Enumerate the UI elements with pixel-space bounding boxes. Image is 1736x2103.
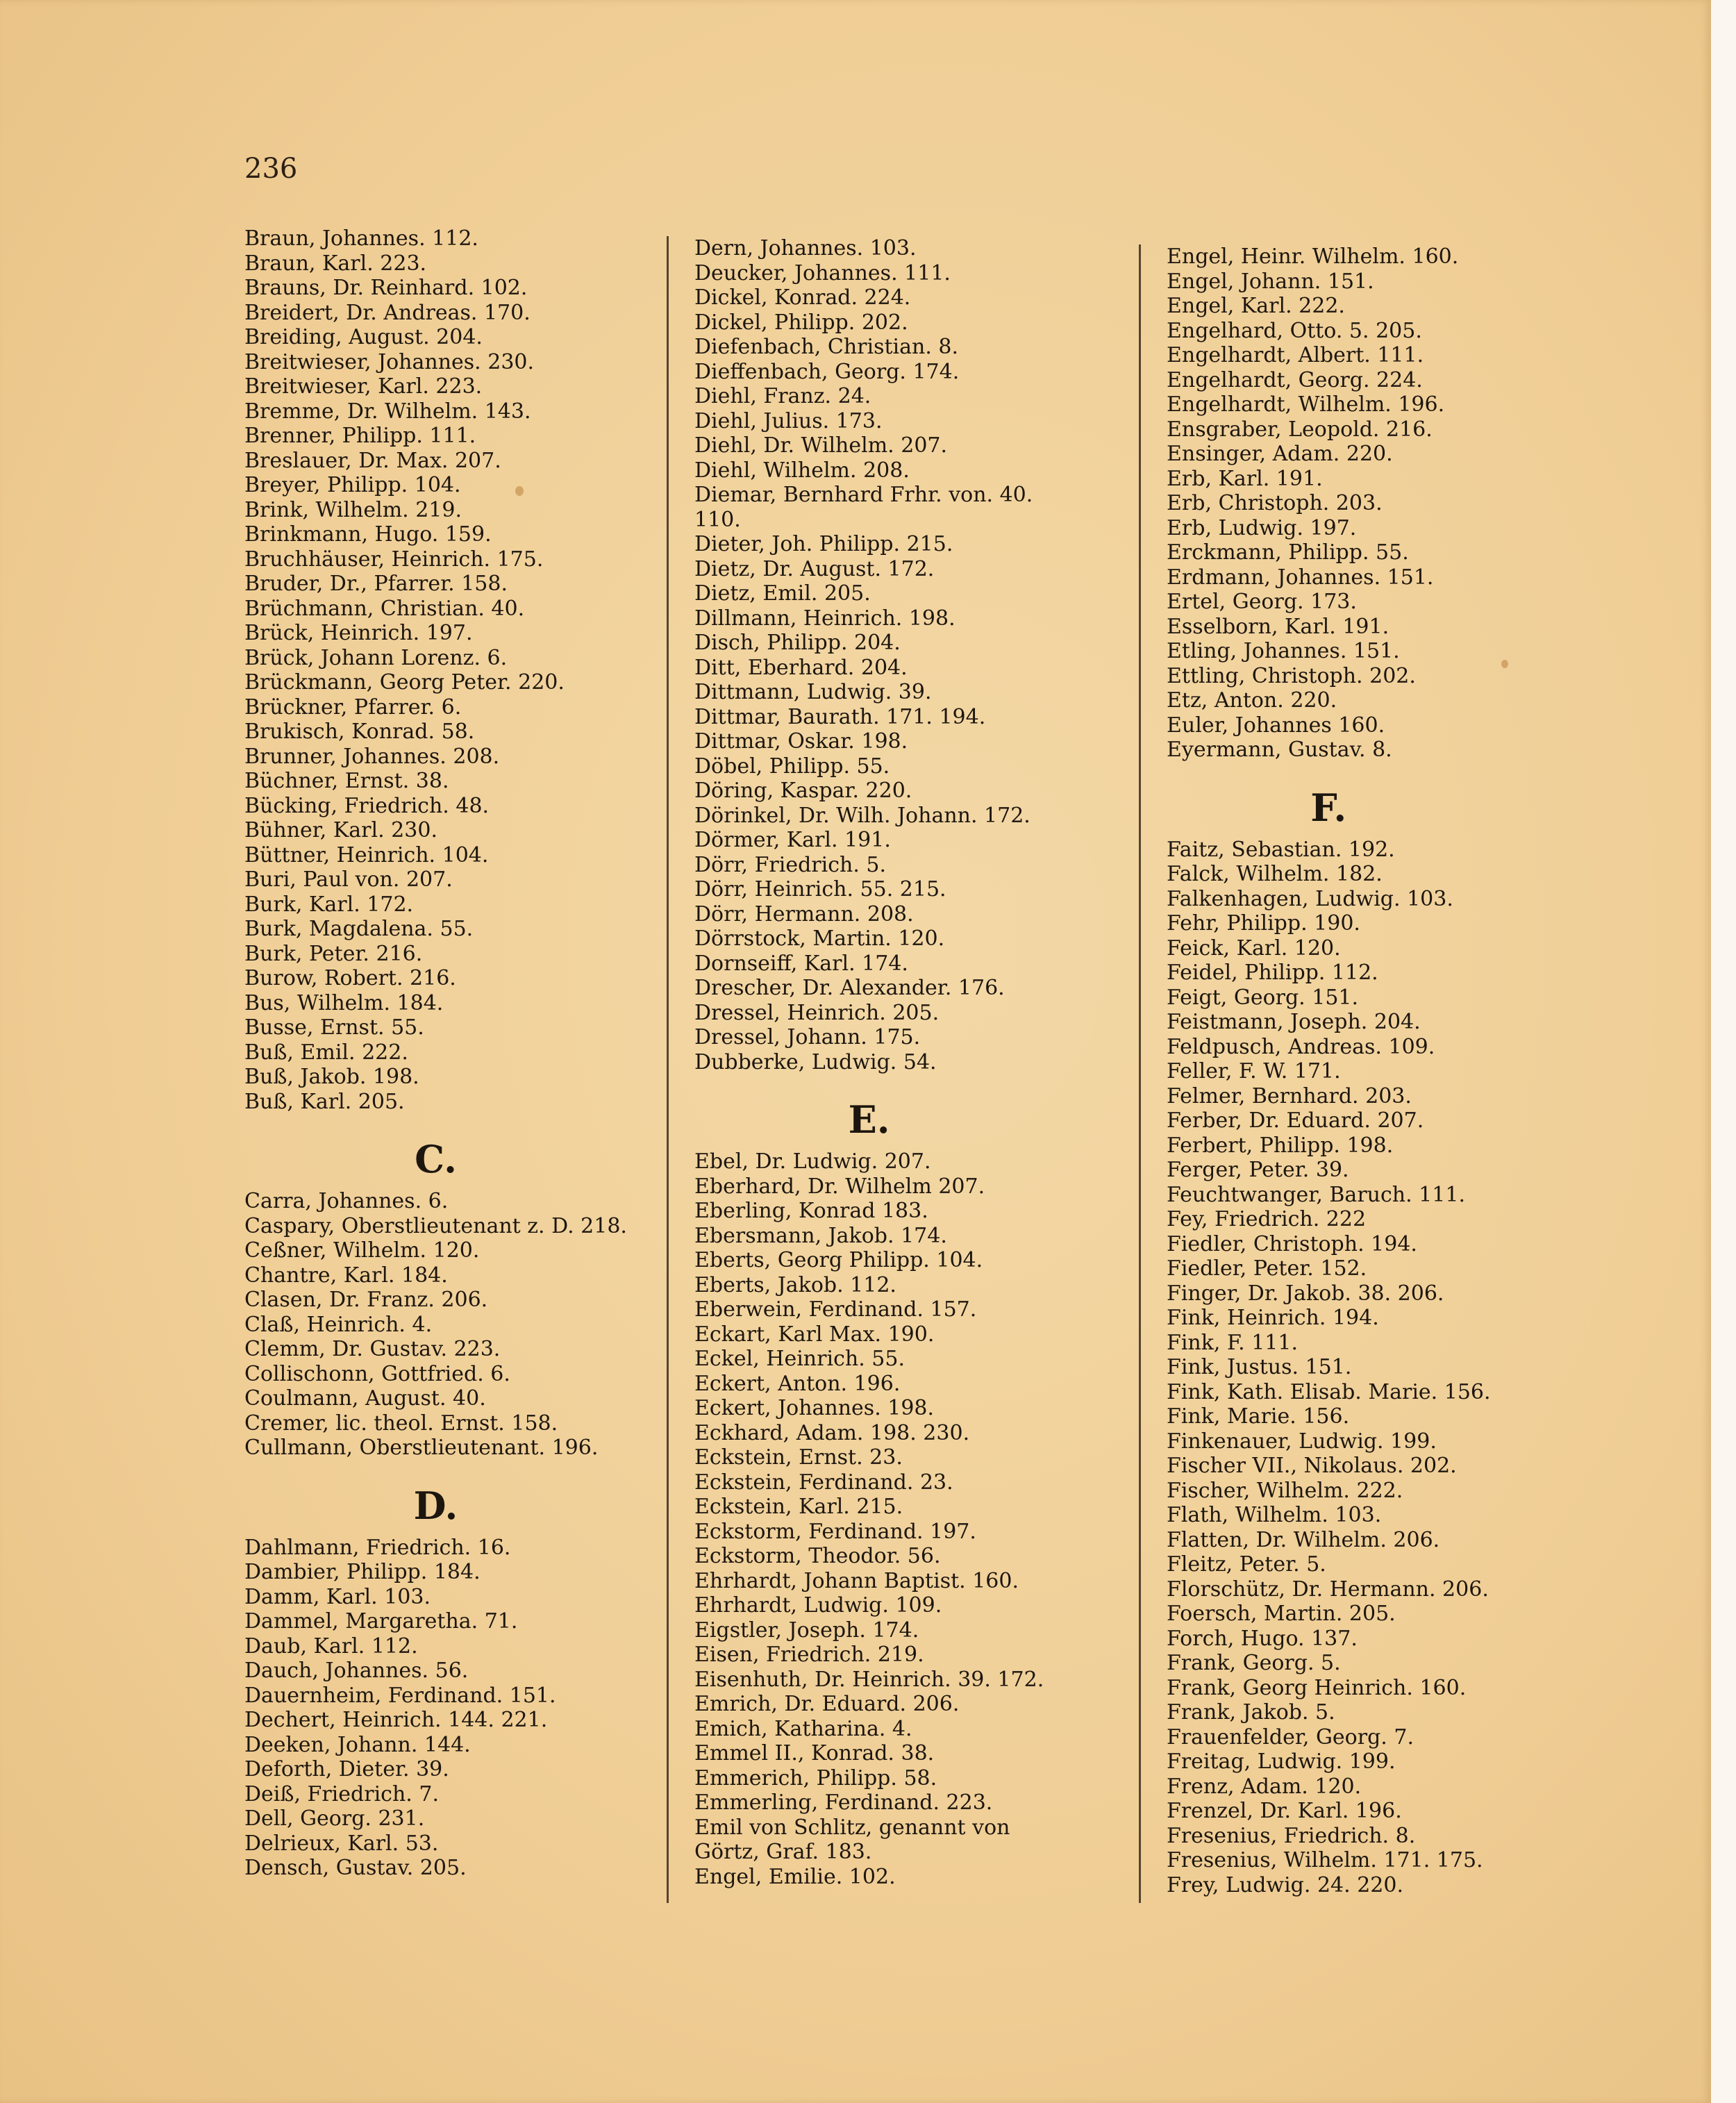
index-entry: Eckstein, Ferdinand. 23. (694, 1470, 953, 1495)
index-entry: Dressel, Heinrich. 205. (694, 1000, 940, 1025)
index-entry: Dornseiff, Karl. 174. (694, 951, 908, 976)
index-entry: Buß, Emil. 222. (244, 1040, 408, 1065)
index-entry: Feller, F. W. 171. (1167, 1059, 1341, 1083)
index-entry: Bremme, Dr. Wilhelm. 143. (244, 399, 531, 424)
index-entry: Buß, Karl. 205. (244, 1089, 405, 1114)
index-entry: Bücking, Friedrich. 48. (244, 793, 490, 818)
index-entry: Frank, Georg. 5. (1167, 1651, 1341, 1675)
index-entry: Feick, Karl. 120. (1167, 936, 1341, 961)
index-entry: Breslauer, Dr. Max. 207. (244, 448, 501, 473)
index-entry: Braun, Johannes. 112. (244, 226, 478, 251)
index-entry: Emil von Schlitz, genannt von (694, 1815, 1010, 1840)
index-entry: Diemar, Bernhard Frhr. von. 40. (694, 483, 1033, 507)
index-entry: Brückner, Pfarrer. 6. (244, 695, 462, 720)
index-entry: Eisenhuth, Dr. Heinrich. 39. 172. (694, 1667, 1044, 1692)
index-entry: Erb, Karl. 191. (1167, 466, 1323, 491)
index-entry: Görtz, Graf. 183. (694, 1840, 872, 1864)
index-entry: Damm, Karl. 103. (244, 1584, 431, 1609)
index-entry: Brück, Heinrich. 197. (244, 621, 473, 645)
index-entry: Bühner, Karl. 230. (244, 818, 437, 842)
index-entry: Fiedler, Peter. 152. (1167, 1256, 1367, 1281)
index-entry: Ditt, Eberhard. 204. (694, 655, 908, 680)
index-entry: Ehrhardt, Ludwig. 109. (694, 1593, 942, 1618)
index-entry: Breitwieser, Karl. 223. (244, 374, 483, 399)
section-heading: C. (415, 1137, 457, 1181)
index-entry: Dickel, Philipp. 202. (694, 310, 908, 335)
index-entry: Ferbert, Philipp. 198. (1167, 1133, 1394, 1158)
index-entry: Fresenius, Friedrich. 8. (1167, 1823, 1416, 1848)
index-entry: Clemm, Dr. Gustav. 223. (244, 1337, 501, 1361)
index-entry: Ensinger, Adam. 220. (1167, 442, 1393, 466)
index-entry: Dörmer, Karl. 191. (694, 828, 891, 852)
index-entry: Dauch, Johannes. 56. (244, 1659, 469, 1683)
index-entry: Feldpusch, Andreas. 109. (1167, 1034, 1435, 1059)
index-entry: Deeken, Johann. 144. (244, 1732, 471, 1757)
index-entry: Emmerich, Philipp. 58. (694, 1765, 937, 1790)
index-entry: Dillmann, Heinrich. 198. (694, 606, 955, 631)
index-entry: Eckstein, Karl. 215. (694, 1495, 903, 1519)
index-entry: Fink, F. 111. (1167, 1330, 1298, 1355)
index-entry: Erckmann, Philipp. 55. (1167, 540, 1409, 565)
index-entry: Brink, Wilhelm. 219. (244, 497, 462, 522)
index-entry: Buß, Jakob. 198. (244, 1065, 419, 1089)
index-entry: Freitag, Ludwig. 199. (1167, 1749, 1396, 1774)
index-entry: Burk, Karl. 172. (244, 892, 414, 917)
index-entry: Dittmann, Ludwig. 39. (694, 680, 932, 704)
index-entry: Emmel II., Konrad. 38. (694, 1741, 935, 1765)
index-entry: Braun, Karl. 223. (244, 251, 427, 276)
index-entry: Fischer, Wilhelm. 222. (1167, 1478, 1403, 1503)
index-entry: Fleitz, Peter. 5. (1167, 1552, 1326, 1577)
index-entry: Carra, Johannes. 6. (244, 1189, 449, 1213)
index-entry: Etz, Anton. 220. (1167, 688, 1337, 713)
index-entry: Frenz, Adam. 120. (1167, 1774, 1362, 1799)
index-entry: Dambier, Philipp. 184. (244, 1560, 481, 1584)
index-entry: Ferger, Peter. 39. (1167, 1158, 1349, 1182)
index-entry: Cullmann, Oberstlieutenant. 196. (244, 1436, 599, 1460)
index-entry: Dickel, Konrad. 224. (694, 285, 911, 310)
index-entry: Dörr, Hermann. 208. (694, 901, 914, 926)
index-entry: Döbel, Philipp. 55. (694, 754, 890, 779)
index-entry: Breidert, Dr. Andreas. 170. (244, 300, 531, 325)
index-entry: Faitz, Sebastian. 192. (1167, 837, 1395, 862)
section-heading: D. (413, 1483, 458, 1528)
index-entry: Dittmar, Baurath. 171. 194. (694, 704, 986, 729)
index-entry: Dechert, Heinrich. 144. 221. (244, 1708, 548, 1732)
index-entry: 110. (694, 507, 741, 532)
index-entry: Engelhardt, Albert. 111. (1167, 343, 1424, 367)
index-entry: Döring, Kaspar. 220. (694, 779, 912, 803)
index-entry: Dietz, Emil. 205. (694, 581, 871, 606)
index-entry: Frauenfelder, Georg. 7. (1167, 1724, 1414, 1749)
index-entry: Felmer, Bernhard. 203. (1167, 1083, 1412, 1108)
index-entry: Frenzel, Dr. Karl. 196. (1167, 1799, 1402, 1823)
index-entry: Buri, Paul von. 207. (244, 867, 453, 892)
index-entry: Fink, Heinrich. 194. (1167, 1306, 1379, 1330)
index-entry: Diehl, Wilhelm. 208. (694, 458, 910, 483)
index-entry: Diefenbach, Christian. 8. (694, 335, 959, 359)
index-entry: Claß, Heinrich. 4. (244, 1312, 433, 1337)
index-entry: Büchner, Ernst. 38. (244, 769, 449, 793)
index-entry: Dubberke, Ludwig. 54. (694, 1049, 937, 1074)
index-entry: Büttner, Heinrich. 104. (244, 842, 489, 867)
index-entry: Collischonn, Gottfried. 6. (244, 1361, 510, 1386)
index-entry: Fehr, Philipp. 190. (1167, 911, 1360, 936)
index-entry: Euler, Johannes 160. (1167, 713, 1385, 738)
index-entry: Feigt, Georg. 151. (1167, 985, 1359, 1010)
index-entry: Bruder, Dr., Pfarrer. 158. (244, 572, 508, 596)
index-entry: Diehl, Franz. 24. (694, 384, 871, 408)
index-entry: Bruchhäuser, Heinrich. 175. (244, 547, 544, 572)
index-entry: Deiß, Friedrich. 7. (244, 1781, 439, 1806)
index-entry: Dammel, Margaretha. 71. (244, 1609, 518, 1634)
index-entry: Densch, Gustav. 205. (244, 1856, 467, 1880)
index-entry: Chantre, Karl. 184. (244, 1263, 448, 1288)
index-entry: Eyermann, Gustav. 8. (1167, 738, 1392, 762)
index-entry: Breiding, August. 204. (244, 325, 483, 349)
index-entry: Ebel, Dr. Ludwig. 207. (694, 1149, 931, 1174)
index-entry: Forch, Hugo. 137. (1167, 1626, 1358, 1651)
index-entry: Eberwein, Ferdinand. 157. (694, 1297, 977, 1322)
index-entry: Erb, Ludwig. 197. (1167, 515, 1357, 540)
index-entry: Cremer, lic. theol. Ernst. 158. (244, 1411, 558, 1436)
index-entry: Brunner, Johannes. 208. (244, 744, 500, 769)
index-entry: Engel, Emilie. 102. (694, 1864, 896, 1889)
index-entry: Ferber, Dr. Eduard. 207. (1167, 1108, 1424, 1133)
index-entry: Eberts, Georg Philipp. 104. (694, 1248, 983, 1272)
index-entry: Ceßner, Wilhelm. 120. (244, 1238, 480, 1263)
index-entry: Foersch, Martin. 205. (1167, 1602, 1396, 1626)
index-entry: Engel, Johann. 151. (1167, 269, 1374, 294)
index-entry: Fey, Friedrich. 222 (1167, 1207, 1367, 1231)
column-divider (667, 236, 669, 1903)
index-entry: Dörr, Friedrich. 5. (694, 852, 887, 877)
index-entry: Feuchtwanger, Baruch. 111. (1167, 1182, 1465, 1207)
index-entry: Fresenius, Wilhelm. 171. 175. (1167, 1848, 1483, 1872)
index-column-3 (1167, 244, 1491, 1897)
index-entry: Daub, Karl. 112. (244, 1634, 418, 1659)
index-entry: Ertel, Georg. 173. (1167, 590, 1357, 614)
index-entry: Dieter, Joh. Philipp. 215. (694, 532, 953, 556)
index-entry: Eckhard, Adam. 198. 230. (694, 1420, 970, 1445)
index-entry: Engel, Karl. 222. (1167, 294, 1345, 318)
index-entry: Eckert, Anton. 196. (694, 1371, 901, 1396)
index-entry: Brenner, Philipp. 111. (244, 424, 476, 448)
index-entry: Etling, Johannes. 151. (1167, 639, 1400, 663)
index-entry: Disch, Philipp. 204. (694, 631, 901, 655)
index-entry: Deucker, Johannes. 111. (694, 260, 951, 285)
index-entry: Eckert, Johannes. 198. (694, 1396, 935, 1420)
index-entry: Finger, Dr. Jakob. 38. 206. (1167, 1281, 1444, 1306)
index-entry: Clasen, Dr. Franz. 206. (244, 1288, 488, 1312)
index-entry: Diehl, Dr. Wilhelm. 207. (694, 433, 948, 458)
index-entry: Erdmann, Johannes. 151. (1167, 565, 1434, 590)
index-entry: Dieffenbach, Georg. 174. (694, 359, 960, 384)
index-entry: Esselborn, Karl. 191. (1167, 614, 1389, 639)
index-entry: Burk, Magdalena. 55. (244, 917, 474, 941)
index-entry: Ensgraber, Leopold. 216. (1167, 417, 1433, 442)
index-entry: Dietz, Dr. August. 172. (694, 556, 935, 581)
index-entry: Eigstler, Joseph. 174. (694, 1618, 919, 1643)
index-entry: Ebersmann, Jakob. 174. (694, 1223, 947, 1248)
index-entry: Eberling, Konrad 183. (694, 1199, 928, 1223)
index-entry: Busse, Ernst. 55. (244, 1015, 424, 1040)
index-entry: Coulmann, August. 40. (244, 1386, 486, 1411)
index-entry: Dörrstock, Martin. 120. (694, 926, 945, 951)
index-entry: Fischer VII., Nikolaus. 202. (1167, 1454, 1457, 1478)
index-entry: Ettling, Christoph. 202. (1167, 663, 1416, 688)
index-entry: Engelhardt, Wilhelm. 196. (1167, 392, 1445, 417)
index-entry: Dörinkel, Dr. Wilh. Johann. 172. (694, 803, 1030, 828)
index-entry: Burow, Robert. 216. (244, 966, 456, 990)
index-entry: Fink, Kath. Elisab. Marie. 156. (1167, 1379, 1491, 1404)
index-entry: Brinkmann, Hugo. 159. (244, 522, 492, 547)
index-entry: Frank, Georg Heinrich. 160. (1167, 1675, 1467, 1700)
index-entry: Ehrhardt, Johann Baptist. 160. (694, 1568, 1019, 1593)
index-entry: Breitwieser, Johannes. 230. (244, 349, 535, 374)
index-entry: Brückmann, Georg Peter. 220. (244, 670, 565, 695)
section-heading: F. (1310, 785, 1347, 830)
index-entry: Brück, Johann Lorenz. 6. (244, 645, 508, 670)
index-entry: Dörr, Heinrich. 55. 215. (694, 877, 946, 901)
index-entry: Fink, Marie. 156. (1167, 1404, 1350, 1429)
page-number: 236 (244, 153, 298, 185)
index-entry: Dahlmann, Friedrich. 16. (244, 1535, 511, 1560)
index-entry: Caspary, Oberstlieutenant z. D. 218. (244, 1213, 627, 1238)
index-entry: Eisen, Friedrich. 219. (694, 1643, 924, 1667)
index-entry: Deforth, Dieter. 39. (244, 1757, 449, 1781)
index-entry: Eckel, Heinrich. 55. (694, 1347, 905, 1371)
index-entry: Engelhardt, Georg. 224. (1167, 367, 1423, 392)
index-entry: Emich, Katharina. 4. (694, 1716, 912, 1741)
index-entry: Feidel, Philipp. 112. (1167, 961, 1378, 985)
index-entry: Brauns, Dr. Reinhard. 102. (244, 276, 528, 300)
index-entry: Dell, Georg. 231. (244, 1806, 425, 1831)
index-entry: Dressel, Johann. 175. (694, 1025, 921, 1049)
column-divider (1139, 244, 1141, 1903)
paper-stain (1501, 660, 1508, 668)
index-column-2 (694, 236, 1044, 1889)
index-entry: Flath, Wilhelm. 103. (1167, 1503, 1382, 1527)
index-entry: Eckstorm, Theodor. 56. (694, 1544, 941, 1568)
index-entry: Falkenhagen, Ludwig. 103. (1167, 886, 1453, 911)
index-entry: Eckart, Karl Max. 190. (694, 1322, 935, 1347)
index-entry: Emrich, Dr. Eduard. 206. (694, 1692, 960, 1716)
index-entry: Breyer, Philipp. 104. (244, 473, 461, 497)
index-entry: Engelhard, Otto. 5. 205. (1167, 318, 1422, 343)
index-entry: Fiedler, Christoph. 194. (1167, 1231, 1417, 1256)
index-column-1 (244, 226, 627, 1881)
index-entry: Dauernheim, Ferdinand. 151. (244, 1683, 556, 1708)
index-entry: Erb, Christoph. 203. (1167, 491, 1383, 515)
index-entry: Finkenauer, Ludwig. 199. (1167, 1429, 1437, 1454)
index-entry: Diehl, Julius. 173. (694, 408, 883, 433)
index-entry: Brukisch, Konrad. 58. (244, 720, 475, 744)
index-entry: Dern, Johannes. 103. (694, 236, 917, 260)
index-entry: Feistmann, Joseph. 204. (1167, 1010, 1421, 1034)
index-entry: Bus, Wilhelm. 184. (244, 990, 444, 1015)
index-entry: Burk, Peter. 216. (244, 941, 423, 966)
index-entry: Dittmar, Oskar. 198. (694, 729, 908, 754)
index-entry: Fink, Justus. 151. (1167, 1355, 1352, 1379)
index-entry: Engel, Heinr. Wilhelm. 160. (1167, 244, 1459, 269)
index-entry: Eberts, Jakob. 112. (694, 1272, 896, 1297)
index-entry: Florschütz, Dr. Hermann. 206. (1167, 1577, 1489, 1602)
index-entry: Falck, Wilhelm. 182. (1167, 862, 1383, 886)
section-heading: E. (848, 1097, 890, 1142)
index-entry: Frank, Jakob. 5. (1167, 1700, 1335, 1724)
index-entry: Emmerling, Ferdinand. 223. (694, 1790, 993, 1815)
index-entry: Eckstorm, Ferdinand. 197. (694, 1519, 976, 1544)
index-entry: Eberhard, Dr. Wilhelm 207. (694, 1174, 985, 1199)
index-entry: Brüchmann, Christian. 40. (244, 596, 525, 621)
index-entry: Delrieux, Karl. 53. (244, 1831, 439, 1856)
index-entry: Flatten, Dr. Wilhelm. 206. (1167, 1527, 1440, 1552)
index-entry: Frey, Ludwig. 24. 220. (1167, 1872, 1403, 1897)
index-entry: Eckstein, Ernst. 23. (694, 1445, 903, 1470)
index-entry: Drescher, Dr. Alexander. 176. (694, 976, 1005, 1000)
